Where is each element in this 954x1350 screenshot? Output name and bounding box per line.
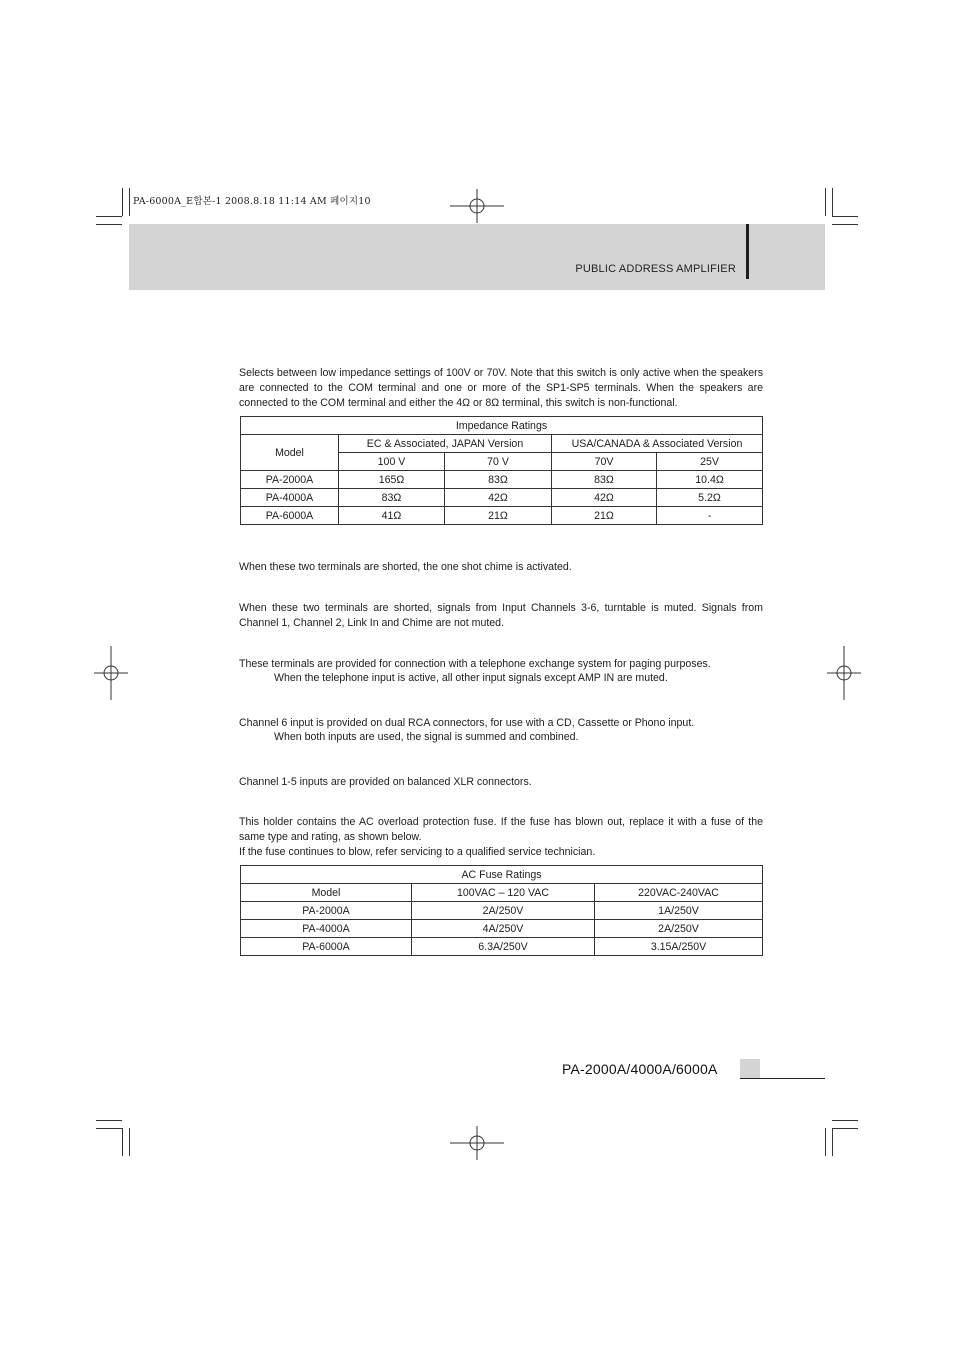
crop-mark (129, 1128, 130, 1156)
table-cell: 83Ω (552, 471, 657, 489)
table-row (241, 489, 763, 507)
table-cell: 21Ω (552, 507, 657, 525)
crop-mark (96, 1120, 122, 1121)
impedance-switch-text: Selects between low impedance settings of 100V or 70V. Note that this switch is only active when the speakers are connected to the COM terminal and one or more of the SP1-SP5 terminals. When the speakers are connected to the COM terminal and either the 4Ω or 8Ω terminal, this switch is non-functional. (239, 367, 763, 409)
channel15-text: Channel 1-5 inputs are provided on balanced XLR connectors. (239, 776, 532, 788)
impedance-table (240, 416, 763, 525)
table-row (241, 938, 763, 956)
crop-mark (122, 188, 123, 216)
crop-mark (832, 1128, 858, 1129)
table-title: Impedance Ratings (241, 417, 763, 435)
table-header: 100 V (339, 453, 445, 471)
crop-mark (122, 1128, 123, 1156)
crop-mark (129, 188, 130, 216)
table-cell: 42Ω (552, 489, 657, 507)
crop-mark (825, 188, 826, 216)
table-row (241, 920, 763, 938)
table-header: 70 V (445, 453, 552, 471)
telephone-note: When the telephone input is active, all other input signals except AMP IN are muted. (274, 672, 668, 684)
fuse-table (240, 865, 763, 956)
fuse-note: If the fuse continues to blow, refer servicing to a qualified service technician. (239, 846, 596, 858)
table-cell: 42Ω (445, 489, 552, 507)
table-row (241, 902, 763, 920)
registration-mark-icon (450, 1116, 504, 1170)
table-title: AC Fuse Ratings (241, 866, 763, 884)
crop-mark (832, 1120, 858, 1121)
chime-text: When these two terminals are shorted, the one shot chime is activated. (239, 561, 572, 573)
channel6-note: When both inputs are used, the signal is summed and combined. (274, 731, 579, 743)
mute-text: When these two terminals are shorted, signals from Input Channels 3-6, turntable is muted. Signals from Channel 1, Channel 2, Link In and Chime are not muted. (239, 602, 763, 629)
table-header: Model (241, 435, 339, 471)
table-cell: 5.2Ω (657, 489, 763, 507)
table-cell: 3.15A/250V (595, 938, 763, 956)
table-cell: 83Ω (339, 489, 445, 507)
table-cell: 41Ω (339, 507, 445, 525)
print-slug: PA-6000A_E합본-1 2008.8.18 11:14 AM 페이지10 (133, 196, 371, 207)
telephone-text: These terminals are provided for connection with a telephone exchange system for paging purposes. (239, 658, 711, 670)
page-header (129, 224, 825, 290)
crop-mark (96, 1128, 122, 1129)
table-header: 70V (552, 453, 657, 471)
table-row (241, 471, 763, 489)
crop-mark (825, 1128, 826, 1156)
table-cell: 2A/250V (412, 902, 595, 920)
table-cell: PA-6000A (241, 938, 412, 956)
table-cell: 1A/250V (595, 902, 763, 920)
table-cell: 83Ω (445, 471, 552, 489)
fuse-text: This holder contains the AC overload protection fuse. If the fuse has blown out, replace it with a fuse of the same type and rating, as shown below. (239, 816, 763, 843)
page-number-box (740, 1059, 760, 1079)
table-cell: 165Ω (339, 471, 445, 489)
table-cell: 6.3A/250V (412, 938, 595, 956)
table-cell: PA-4000A (241, 489, 339, 507)
registration-mark-icon (84, 646, 138, 700)
table-header: EC & Associated, JAPAN Version (339, 435, 552, 453)
header-title: PUBLIC ADDRESS AMPLIFIER (575, 263, 736, 275)
table-cell: 10.4Ω (657, 471, 763, 489)
channel6-text: Channel 6 input is provided on dual RCA connectors, for use with a CD, Cassette or Phono input. (239, 717, 695, 729)
table-row (241, 507, 763, 525)
registration-mark-icon (817, 646, 871, 700)
crop-mark (96, 224, 122, 225)
footer-rule (740, 1078, 825, 1079)
crop-mark (96, 216, 122, 217)
table-header: 220VAC-240VAC (595, 884, 763, 902)
crop-mark (832, 1128, 833, 1156)
table-header: 100VAC – 120 VAC (412, 884, 595, 902)
header-bar (746, 224, 749, 279)
footer-model-name: PA-2000A/4000A/6000A (562, 1061, 718, 1077)
crop-mark (832, 216, 858, 217)
crop-mark (832, 188, 833, 216)
table-cell: PA-2000A (241, 902, 412, 920)
table-cell: 2A/250V (595, 920, 763, 938)
table-cell: PA-6000A (241, 507, 339, 525)
table-header: 25V (657, 453, 763, 471)
table-cell: PA-2000A (241, 471, 339, 489)
table-cell: 21Ω (445, 507, 552, 525)
table-header: Model (241, 884, 412, 902)
table-header: USA/CANADA & Associated Version (552, 435, 763, 453)
table-cell: - (657, 507, 763, 525)
table-cell: PA-4000A (241, 920, 412, 938)
table-cell: 4A/250V (412, 920, 595, 938)
crop-mark (832, 224, 858, 225)
